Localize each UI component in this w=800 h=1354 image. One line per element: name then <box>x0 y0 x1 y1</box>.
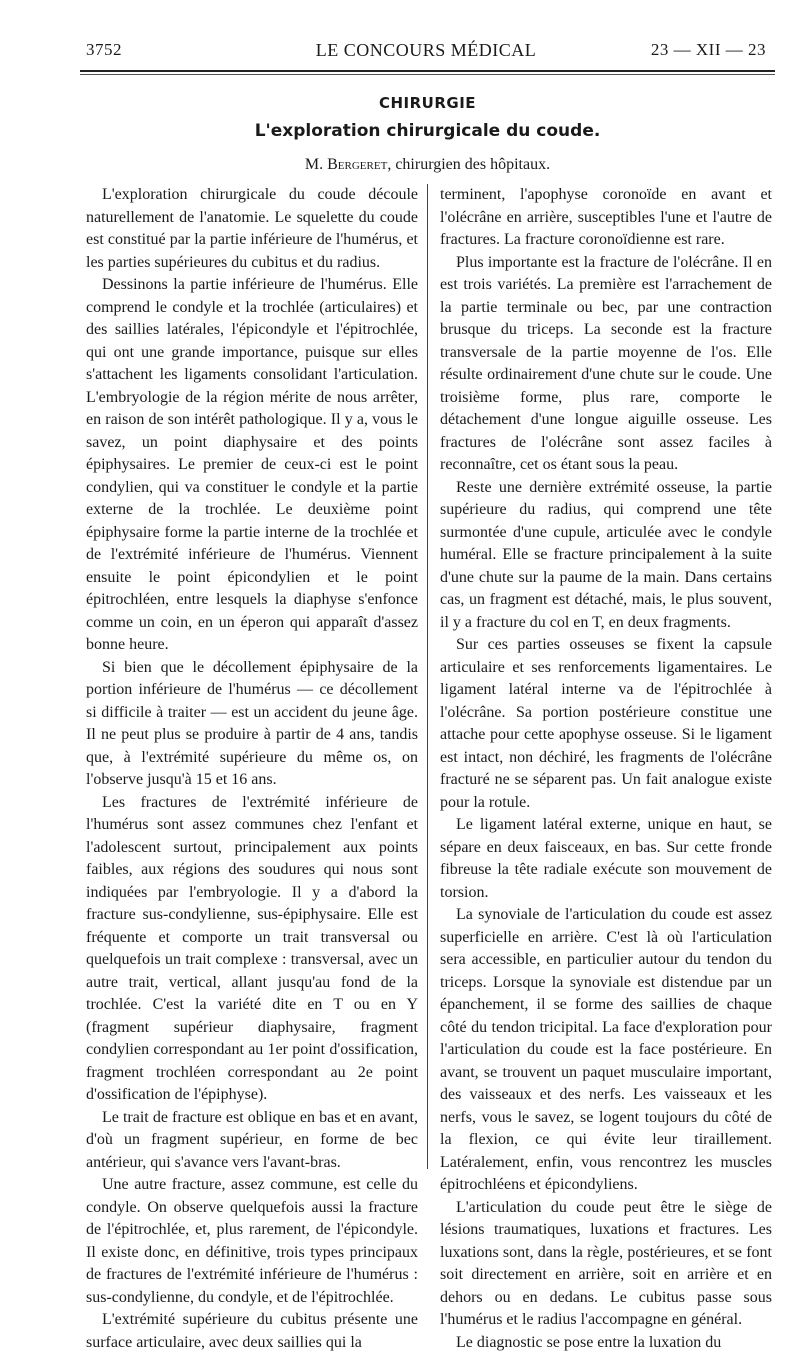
running-header <box>86 40 766 66</box>
paragraph: L'exploration chirurgicale du coude découle naturellement de l'anatomie. Le squelette du coude est constitué par la partie inférieure de l'humérus, et les parties supérieures du cubitus et du radius. <box>86 184 418 274</box>
paragraph: Plus importante est la fracture de l'olécrâne. Il en est trois variétés. La première est l'arrachement de la partie terminale ou bec, par une contraction brusque du triceps. La seconde est la fracture transversale de la partie moyenne de l'os. Elle résulte ordinairement d'une chute sur le coude. Une troisième forme, plus rare, comporte le détachement d'une longue aiguille osseuse. Les fractures de l'olécrâne sont assez faciles à reconnaître, cet os étant sous la peau. <box>440 252 772 477</box>
paragraph: Dessinons la partie inférieure de l'humérus. Elle comprend le condyle et la trochlée (articulaires) et des saillies latérales, l'épicondyle et l'épitrochlée, qui ont une grande importance, puisque sur elles s'attachent les ligaments consolidant l'articulation. L'embryologie de la région mérite de nous arrêter, en raison de son intérêt pathologique. Il y a, vous le savez, un point diaphysaire et des points épiphysaires. Le premier de ceux-ci est le point condylien, qui va constituer le condyle et la partie externe de la trochlée. Le deuxième point épiphysaire forme la partie interne de la trochlée et de l'extrémité inférieure de l'humérus. Viennent ensuite le point épicondylien et le point épitrochléen, entre lesquels la diaphyse s'enfonce comme un coin, en un éperon qui apparaît d'assez bonne heure. <box>86 274 418 657</box>
byline <box>80 156 775 174</box>
paragraph: Les fractures de l'extrémité inférieure de l'humérus sont assez communes chez l'enfant et l'adolescent surtout, principalement aux points faibles, aux régions des soudures qui nous sont indiquées par l'embryologie. Il y a d'abord la fracture sus-condylienne, sus-épiphysaire. Elle est fréquente et comporte un trait transversal ou quelquefois un trait complexe : transversal, avec un autre trait, vertical, allant jusqu'au fond de la trochlée. C'est la variété dite en T ou en Y (fragment supérieur diaphysaire, fragment condylien correspondant au 1er point d'ossification, fragment trochléen correspondant au 2e point d'ossification de l'épiphyse). <box>86 792 418 1107</box>
page-number: 3752 <box>86 40 122 60</box>
article-title: L'exploration chirurgicale du coude. <box>80 121 775 141</box>
author-name: M. Bergeret <box>305 156 387 173</box>
paragraph: L'extrémité supérieure du cubitus présente une surface articulaire, avec deux saillies qui la <box>86 1309 418 1354</box>
paragraph: Le ligament latéral externe, unique en haut, se sépare en deux faisceaux, en bas. Sur cette fronde fibreuse la tête radiale exécute son mouvement de torsion. <box>440 814 772 904</box>
header-rule-thin <box>80 74 775 75</box>
paragraph: Sur ces parties osseuses se fixent la capsule articulaire et ses renforcements ligamentaires. Le ligament latéral interne va de l'épitrochlée à l'olécrâne. Sa portion postérieure constitue une attache pour cette apophyse osseuse. Si le ligament est intact, non déchiré, les fragments de l'olécrâne fracturé ne se séparent pas. Un fait analogue existe pour la rotule. <box>440 634 772 814</box>
header-rule-thick <box>80 70 775 72</box>
paragraph: Le trait de fracture est oblique en bas et en avant, d'où un fragment supérieur, en forme de bec antérieur, qui s'avance vers l'avant-bras. <box>86 1107 418 1175</box>
paragraph-continued: terminent, l'apophyse coronoïde en avant et l'olécrâne en arrière, susceptibles l'une et l'autre de fractures. La fracture coronoïdienne est rare. <box>440 184 772 252</box>
paragraph: Une autre fracture, assez commune, est celle du condyle. On observe quelquefois aussi la fracture de l'épitrochlée, et, plus rarement, de l'épicondyle. Il existe donc, en définitive, trois types principaux de fractures de l'extrémité inférieure de l'humérus : sus-condylienne, du condyle, et de l'épitrochlée. <box>86 1174 418 1309</box>
left-column <box>86 184 418 1354</box>
paragraph: Si bien que le décollement épiphysaire de la portion inférieure de l'humérus — ce décollement si difficile à traiter — est un accident du jeune âge. Il ne peut plus se produire à partir de 4 ans, tandis que, à l'extrémité supérieure du même os, on l'observe jusqu'à 15 et 16 ans. <box>86 657 418 792</box>
paragraph: L'articulation du coude peut être le siège de lésions traumatiques, luxations et fractures. Les luxations sont, dans la règle, postérieures, et se font soit directement en arrière, soit en arrière et en dehors ou en dedans. Le cubitus passe sous l'humérus et le radius l'accompagne en général. <box>440 1197 772 1332</box>
issue-date: 23 — XII — 23 <box>651 40 766 60</box>
paragraph: Le diagnostic se pose entre la luxation du <box>440 1332 772 1354</box>
paragraph: Reste une dernière extrémité osseuse, la partie supérieure du radius, qui comprend une tête surmontée d'une cupule, articulée avec le condyle huméral. Elle se fracture principalement à la suite d'une chute sur la paume de la main. Dans certains cas, un fragment est détaché, mais, le plus souvent, il y a fracture du col en T, en deux fragments. <box>440 477 772 635</box>
paragraph: La synoviale de l'articulation du coude est assez superficielle en arrière. C'est là où l'articulation sera accessible, en particulier autour du tendon du triceps. Lorsque la synoviale est distendue par un épanchement, il se forme des saillies de chaque côté du tendon tricipital. La face d'exploration pour l'articulation du coude est la face postérieure. En avant, se trouvent un paquet musculaire important, des vaisseaux et des nerfs. Les vaisseaux et les nerfs, vous le savez, se logent toujours du côté de la flexion, ce qui évite leur tiraillement. Latéralement, enfin, vous rencontrez les muscles épitrochléens et épicondyliens. <box>440 904 772 1197</box>
author-role: , chirurgien des hôpitaux. <box>387 156 550 173</box>
journal-title: LE CONCOURS MÉDICAL <box>86 40 766 61</box>
column-divider <box>427 184 428 1169</box>
section-heading: CHIRURGIE <box>80 94 775 112</box>
right-column <box>440 184 772 1354</box>
